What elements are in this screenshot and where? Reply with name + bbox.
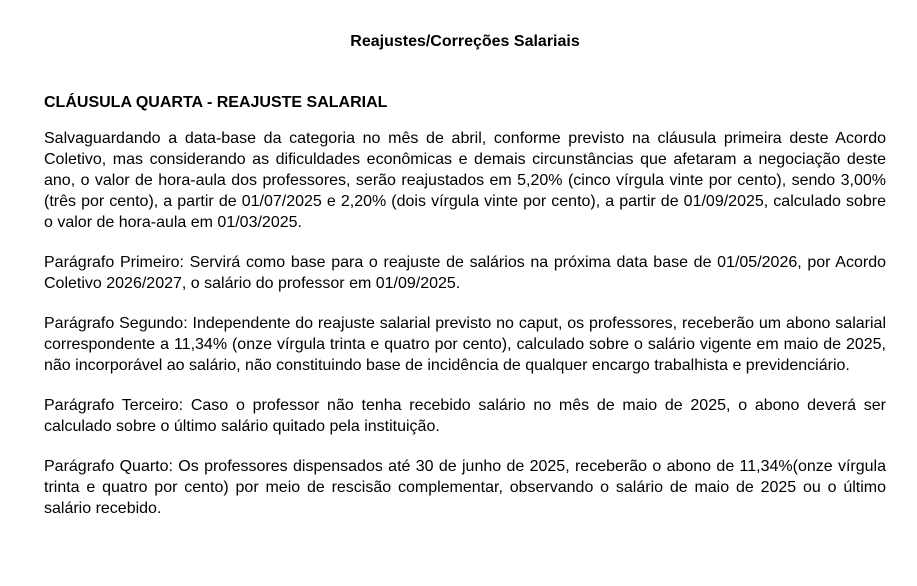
clause-caput-paragraph: Salvaguardando a data-base da categoria no mês de abril, conforme previsto na cláusula primeira deste Acordo Coletivo, mas considerando as dificuldades econômicas e demais circunstâncias que afetaram a negociação deste ano, o valor de hora-aula dos professores, serão reajustados em 5,20% (cinco vírgula vinte por cento), sendo 3,00% (três por cento), a partir de 01/07/2025 e 2,20% (dois vírgula vinte por cento), a partir de 01/09/2025, calculado sobre o valor de hora-aula em 01/03/2025. [44, 130, 886, 231]
document-title: Reajustes/Correções Salariais [350, 33, 580, 50]
paragraph-quarto: Parágrafo Quarto: Os professores dispensados até 30 de junho de 2025, receberão o abono de 11,34%(onze vírgula trinta e quatro por cento) por meio de rescisão complementar, observando o salário de maio de 2025 ou o último salário recebido. [44, 458, 886, 517]
paragraph-segundo: Parágrafo Segundo: Independente do reajuste salarial previsto no caput, os professores, receberão um abono salarial correspondente a 11,34% (onze vírgula trinta e quatro por cento), calculado sobre o salário vigente em maio de 2025, não incorporável ao salário, não constituindo base de incidência de qualquer encargo trabalhista e previdenciário. [44, 315, 886, 374]
paragraph-primeiro: Parágrafo Primeiro: Servirá como base para o reajuste de salários na próxima data base de 01/05/2026, por Acordo Coletivo 2026/2027, o salário do professor em 01/09/2025. [44, 254, 886, 292]
clause-heading: CLÁUSULA QUARTA - REAJUSTE SALARIAL [44, 94, 388, 111]
paragraph-terceiro: Parágrafo Terceiro: Caso o professor não tenha recebido salário no mês de maio de 2025, o abono deverá ser calculado sobre o último salário quitado pela instituição. [44, 397, 886, 435]
